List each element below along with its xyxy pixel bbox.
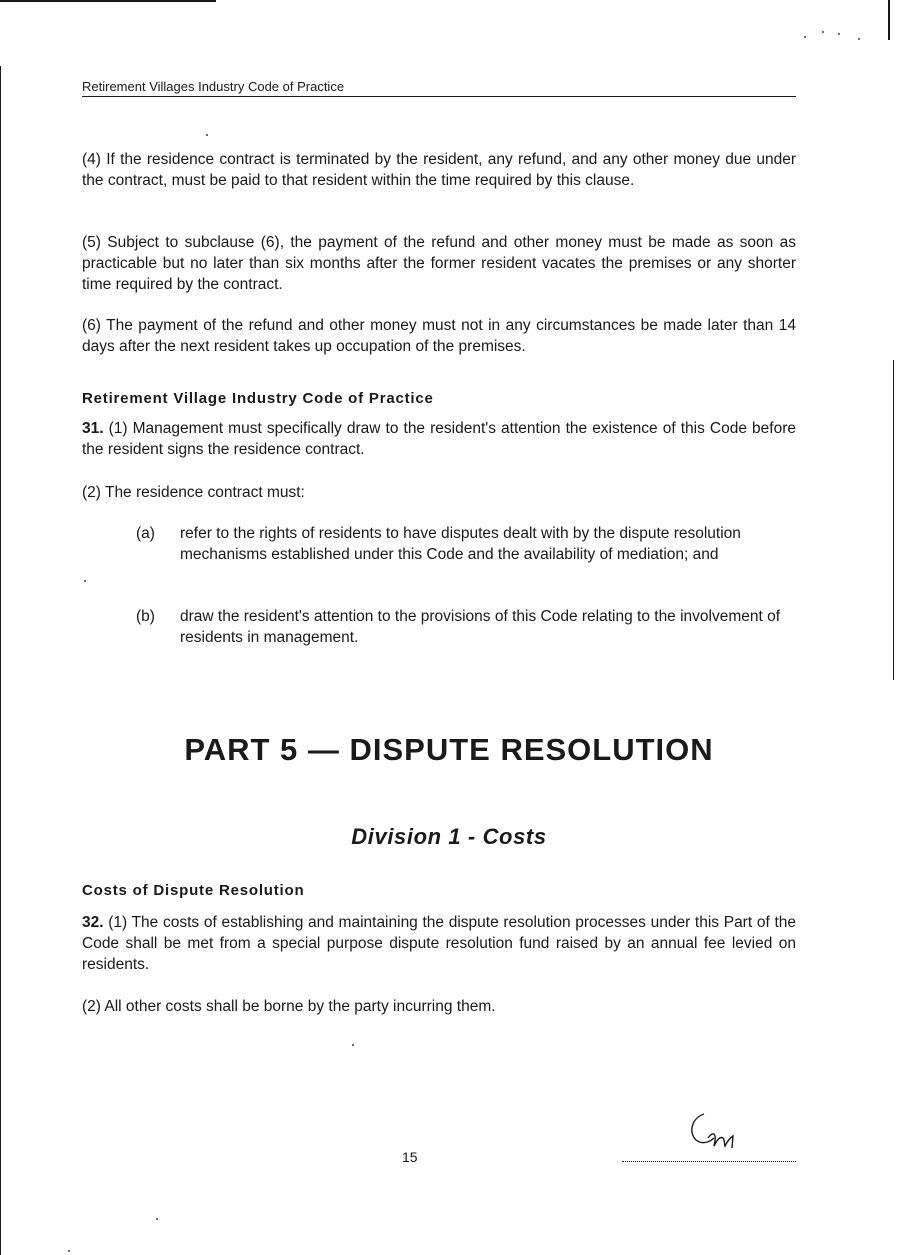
scan-edge-line [888, 0, 890, 40]
list-item-b [136, 606, 796, 650]
initials-signature [684, 1108, 744, 1158]
scan-speck [804, 36, 806, 38]
scan-speck [352, 1044, 354, 1046]
scan-speck [68, 1250, 70, 1252]
part-title: PART 5 — DISPUTE RESOLUTION [184, 732, 714, 767]
scan-speck [838, 33, 840, 35]
clause-number: 31. [82, 420, 104, 437]
paragraph-5: (5) Subject to subclause (6), the payment of the refund and other money must be made as soon as practicable but no later than six months after the former resident vacates the premises or any shorter time required by the contract. [82, 234, 796, 293]
list-label: (a) [136, 525, 155, 542]
clause-32-2: (2) All other costs shall be borne by the party incurring them. [82, 998, 496, 1015]
paragraph-6: (6) The payment of the refund and other money must not in any circumstances be made later than 14 days after the next resident takes up occupation of the premises. [82, 317, 796, 355]
clause-text: (1) Management must specifically draw to the resident's attention the existence of this Code before the resident signs the residence contract. [82, 420, 796, 458]
section-32-heading: Costs of Dispute Resolution [82, 882, 305, 899]
clause-31-1 [82, 418, 796, 460]
list-label: (b) [136, 608, 155, 625]
clause-32-1 [82, 912, 796, 975]
clause-text: (1) The costs of establishing and maintaining the dispute resolution processes under this Part of the Code shall be met from a special purpose dispute resolution fund raised by an annual fee levied on residents. [82, 914, 796, 973]
running-header: Retirement Villages Industry Code of Practice [82, 79, 345, 94]
scan-speck [822, 31, 824, 33]
scan-edge-line [893, 360, 894, 680]
scan-edge-line [0, 0, 216, 2]
clause-31-2: (2) The residence contract must: [82, 484, 305, 501]
list-item-a [136, 523, 796, 587]
scan-speck [206, 134, 208, 136]
header-rule [82, 96, 796, 97]
scan-speck [858, 38, 860, 40]
clause-number: 32. [82, 914, 104, 931]
paragraph-4: (4) If the residence contract is terminated by the resident, any refund, and any other money due under the contract, must be paid to that resident within the time required by this clause. [82, 151, 796, 189]
division-title: Division 1 - Costs [351, 824, 547, 849]
scan-speck [156, 1218, 158, 1220]
list-text: draw the resident's attention to the provisions of this Code relating to the involvement of residents in management. [180, 608, 781, 646]
page-number: 15 [402, 1149, 418, 1165]
signature-line [622, 1161, 796, 1162]
section-31-heading: Retirement Village Industry Code of Practice [82, 390, 434, 407]
scan-edge-line [0, 66, 1, 1255]
scan-speck [84, 580, 86, 582]
list-text: refer to the rights of residents to have disputes dealt with by the dispute resolution mechanisms established under this Code and the availability of mediation; and [180, 525, 741, 563]
